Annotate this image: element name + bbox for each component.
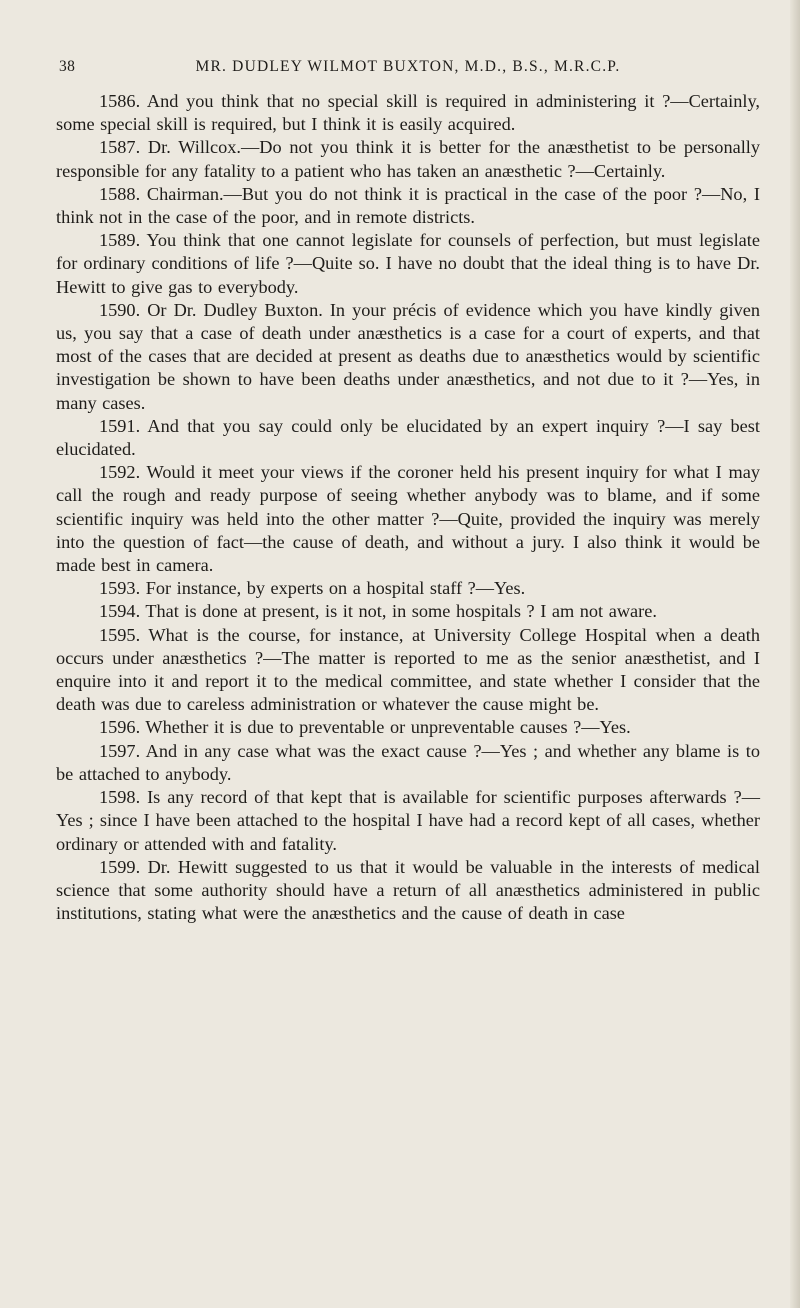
paragraph-1595: 1595. What is the course, for instance, at University College Hospital when a death occurs under anæsthetics ?—The matter is reported to me as the senior anæsthetist, and I enquire into it and report it to the medical committee, and state whether I consider that the death was due to careless administration or whatever the cause might be.	[56, 624, 760, 715]
paragraph-1586: 1586. And you think that no special skill is required in administering it ?—Certainly, some special skill is required, but I think it is easily acquired.	[56, 91, 760, 135]
running-header	[56, 50, 760, 84]
page-body	[56, 90, 760, 925]
paragraph-1598: 1598. Is any record of that kept that is available for scientific purposes afterwards ?—Yes ; since I have been attached to the hospital I have had a record kept of all cases, whether ordinary or attended with and fatality.	[56, 787, 760, 854]
running-title: MR. DUDLEY WILMOT BUXTON, M.D., B.S., M.R.C.P.	[195, 58, 621, 75]
page-number: 38	[59, 58, 76, 75]
paragraph-1587: 1587. Dr. Willcox.—Do not you think it is better for the anæsthetist to be personally responsible for any fatality to a patient who has taken an anæsthetic ?—Certainly.	[56, 137, 760, 181]
paragraph-1592: 1592. Would it meet your views if the coroner held his present inquiry for what I may call the rough and ready purpose of seeing whether anybody was to blame, and if some scientific inquiry was held into the other matter ?—Quite, provided the inquiry was merely into the question of fact—the cause of death, and without a jury. I also think it would be made best in camera.	[56, 462, 760, 576]
paragraph-1597: 1597. And in any case what was the exact cause ?—Yes ; and whether any blame is to be attached to anybody.	[56, 740, 760, 784]
paragraph-1591: 1591. And that you say could only be elucidated by an expert inquiry ?—I say best elucidated.	[56, 415, 760, 460]
paragraph-1599: 1599. Dr. Hewitt suggested to us that it would be valuable in the interests of medical science that some authority should have a return of all anæsthetics administered in public institutions, stating what were the anæsthetics and the cause of death in case	[56, 856, 760, 924]
paragraph-1589: 1589. You think that one cannot legislate for counsels of perfection, but must legislate for ordinary conditions of life ?—Quite so. I have no doubt that the ideal thing is to have Dr. Hewitt to give gas to everybody.	[56, 230, 760, 297]
paragraph-1588: 1588. Chairman.—But you do not think it is practical in the case of the poor ?—No, I think not in the case of the poor, and in remote districts.	[56, 183, 760, 228]
paragraph-1593: 1593. For instance, by experts on a hospital staff ?—Yes.	[99, 578, 526, 599]
paragraph-1596: 1596. Whether it is due to preventable or unpreventable causes ?—Yes.	[99, 717, 631, 738]
paragraph-1594: 1594. That is done at present, is it not, in some hospitals ? I am not aware.	[99, 601, 657, 622]
page-edge-shadow	[790, 0, 800, 1308]
paragraph-1590: 1590. Or Dr. Dudley Buxton. In your précis of evidence which you have kindly given us, you say that a case of death under anæsthetics is a case for a court of experts, and that most of the cases that are decided at present as deaths due to anæsthetics would by scientific investigation be shown to have been deaths under anæsthetics, and not due to it ?—Yes, in many cases.	[56, 299, 760, 413]
